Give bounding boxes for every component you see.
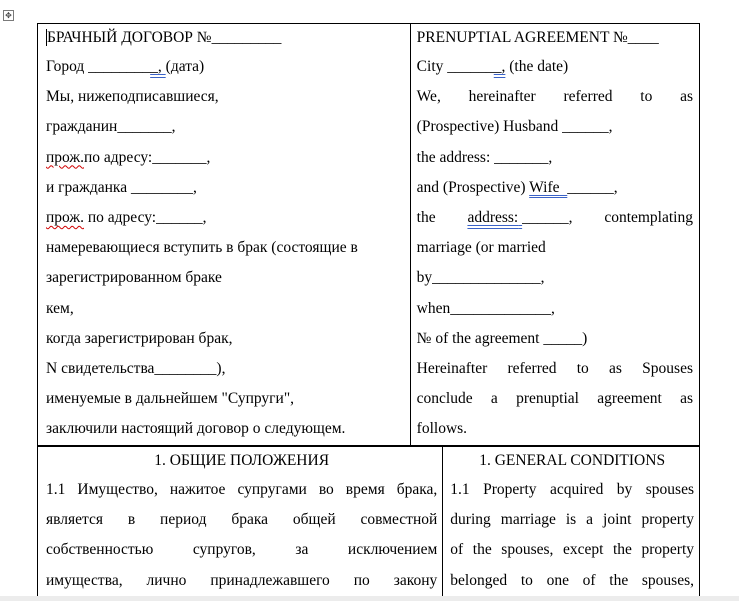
en-we-line: We, hereinafter referred to as	[416, 88, 693, 106]
en-city-line: City _______, (the date)	[416, 58, 569, 75]
ru-section1-line: 1.1 Имущество, нажитое супругами во время брака,	[46, 481, 438, 498]
en-wife-line: and (Prospective) Wife ______,	[416, 178, 618, 196]
ru-by-whom-line: кем,	[46, 299, 74, 317]
en-marriage-line: marriage (or married	[416, 239, 546, 257]
en-address-line: the address: _______,	[416, 148, 553, 166]
table-move-handle-icon[interactable]: ✥	[3, 10, 14, 21]
en-section1-line: 1.1 Property acquired by spouses	[450, 481, 694, 498]
en-section1-line: during marriage is a joint property	[450, 511, 694, 529]
ru-when-line: когда зарегистрирован брак,	[46, 329, 233, 347]
en-when-line: when_____________,	[416, 299, 555, 317]
ru-hereinafter-line: именуемые в дальнейшем "Супруги",	[46, 390, 295, 408]
en-agreement-no-line: № of the agreement _____)	[416, 329, 588, 347]
ru-registered-line: зарегистрированном браке	[46, 269, 222, 287]
preamble-ru-cell[interactable]	[38, 24, 411, 446]
en-follows-line: follows.	[416, 420, 468, 438]
en-by-line: by______________,	[416, 269, 545, 287]
ru-concluded-line: заключили настоящий договор о следующем.	[46, 420, 346, 438]
ru-address-line: прож.по адресу:_______,	[46, 148, 211, 166]
ru-title: БРАЧНЫЙ ДОГОВОР №_________	[47, 29, 282, 46]
ru-section1-heading: 1. ОБЩИЕ ПОЛОЖЕНИЯ	[154, 452, 330, 469]
en-section1-line: belonged to one of the spouses,	[450, 571, 694, 589]
page-bottom-edge	[0, 596, 739, 601]
ru-cert-line: N свидетельства________),	[46, 360, 226, 378]
ru-city-line: Город _________, (дата)	[46, 58, 205, 75]
ru-intending-line: намеревающиеся вступить в брак (состоящие в	[46, 239, 358, 257]
ru-address2-line: прож. по адресу:______,	[46, 209, 207, 227]
ru-section1-line: имущества, лично принадлежавшего по закону	[46, 571, 438, 589]
en-title: PRENUPTIAL AGREEMENT №____	[416, 29, 659, 46]
en-husband-line: (Prospective) Husband ______,	[416, 118, 613, 136]
ru-section1-line: является в период брака общей совместной	[46, 511, 438, 529]
section1-en-cell[interactable]	[443, 447, 700, 597]
ru-citizen-line: гражданин_______,	[46, 118, 176, 136]
ru-we-line: Мы, нижеподписавшиеся,	[46, 88, 219, 106]
ru-citizen-f-line: и гражданка ________,	[46, 178, 197, 196]
ru-section1-line: собственностью супругов, за исключением	[46, 541, 438, 559]
section1-ru-cell[interactable]	[38, 447, 443, 597]
en-conclude-line: conclude a prenuptial agreement as	[416, 390, 693, 408]
en-hereinafter-line: Hereinafter referred to as Spouses	[416, 360, 693, 378]
preamble-en-cell[interactable]	[410, 24, 699, 446]
en-section1-heading: 1. GENERAL CONDITIONS	[479, 452, 666, 469]
en-section1-line: of the spouses, except the property	[450, 541, 694, 559]
preamble-table	[37, 23, 700, 446]
en-address2-line: the address: ______, contemplating	[416, 209, 693, 227]
section1-table	[37, 446, 700, 597]
